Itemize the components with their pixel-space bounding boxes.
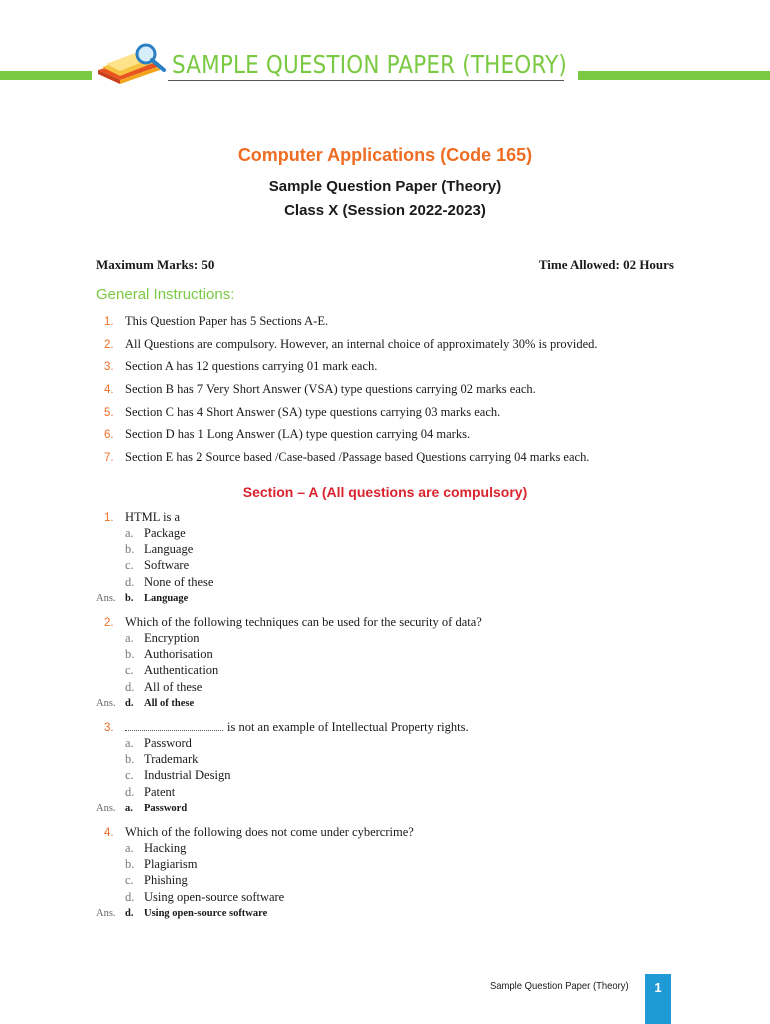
option bbox=[96, 680, 696, 696]
option-text: Authorisation bbox=[144, 647, 213, 662]
header-underline bbox=[168, 80, 564, 81]
question-text: HTML is a bbox=[125, 510, 181, 524]
option bbox=[96, 873, 696, 889]
question-stem bbox=[96, 720, 696, 736]
instruction-text: Section A has 12 questions carrying 01 mark each. bbox=[125, 359, 378, 374]
option-text: Patent bbox=[144, 784, 176, 799]
instruction-number: 4. bbox=[104, 384, 114, 397]
answer-label: Ans. bbox=[96, 907, 116, 919]
instruction-item bbox=[96, 382, 696, 405]
option-letter: b. bbox=[125, 857, 135, 872]
answer-text: Language bbox=[144, 592, 189, 604]
fill-in-blank bbox=[125, 722, 223, 731]
option-text: Software bbox=[144, 558, 190, 573]
instructions-list bbox=[96, 314, 696, 473]
option-text: Plagiarism bbox=[144, 857, 198, 872]
option-letter: c. bbox=[125, 873, 134, 888]
time-allowed: Time Allowed: 02 Hours bbox=[538, 257, 674, 272]
general-instructions-heading: General Instructions: bbox=[96, 286, 235, 303]
option-letter: c. bbox=[125, 663, 134, 678]
option bbox=[96, 736, 696, 752]
option bbox=[96, 857, 696, 873]
option-letter: b. bbox=[125, 752, 135, 767]
option-letter: d. bbox=[125, 679, 135, 694]
option bbox=[96, 768, 696, 784]
option-letter: c. bbox=[125, 768, 134, 783]
header-bar-right bbox=[578, 71, 770, 80]
option bbox=[96, 752, 696, 768]
option-text: Language bbox=[144, 542, 194, 557]
answer-letter: b. bbox=[125, 592, 134, 604]
instruction-number: 3. bbox=[104, 361, 114, 374]
answer bbox=[96, 803, 696, 817]
option bbox=[96, 526, 696, 542]
answer-text: All of these bbox=[144, 697, 195, 709]
instruction-number: 7. bbox=[104, 452, 114, 465]
instruction-number: 5. bbox=[104, 406, 114, 419]
option-letter: a. bbox=[125, 526, 134, 540]
question-3 bbox=[96, 720, 696, 817]
subject-title: Computer Applications (Code 165) bbox=[237, 145, 533, 165]
option-text: Industrial Design bbox=[144, 768, 231, 783]
option bbox=[96, 785, 696, 801]
question-number: 4. bbox=[104, 827, 114, 839]
option bbox=[96, 558, 696, 574]
answer-letter: d. bbox=[125, 697, 134, 709]
answer-label: Ans. bbox=[96, 697, 116, 709]
option-letter: c. bbox=[125, 558, 134, 573]
answer bbox=[96, 908, 696, 922]
instruction-number: 1. bbox=[104, 316, 114, 328]
option-letter: d. bbox=[125, 889, 135, 904]
option bbox=[96, 647, 696, 663]
option bbox=[96, 663, 696, 679]
instruction-number: 6. bbox=[104, 429, 114, 442]
book-magnifier-icon bbox=[94, 40, 170, 84]
instruction-number: 2. bbox=[104, 338, 114, 351]
option bbox=[96, 631, 696, 647]
option bbox=[96, 890, 696, 906]
option-letter: a. bbox=[125, 736, 134, 750]
instruction-text: All Questions are compulsory. However, an internal choice of approximately 30% is provided. bbox=[125, 336, 598, 351]
option bbox=[96, 841, 696, 857]
instruction-text: Section E has 2 Source based /Case-based /Passage based Questions carrying 04 marks each. bbox=[125, 450, 590, 465]
option-letter: d. bbox=[125, 784, 135, 799]
instruction-text: Section C has 4 Short Answer (SA) type questions carrying 03 marks each. bbox=[125, 404, 501, 419]
option-text: Phishing bbox=[144, 873, 188, 888]
option-text: Encryption bbox=[144, 631, 200, 645]
question-number: 3. bbox=[104, 722, 114, 734]
option-text: Using open-source software bbox=[144, 889, 285, 904]
instruction-item bbox=[96, 314, 696, 337]
instruction-item bbox=[96, 405, 696, 428]
instruction-text: Section B has 7 Very Short Answer (VSA) type questions carrying 02 marks each. bbox=[125, 382, 536, 397]
instruction-text: This Question Paper has 5 Sections A-E. bbox=[125, 314, 329, 328]
answer bbox=[96, 698, 696, 712]
instruction-item bbox=[96, 427, 696, 450]
footer-text: Sample Question Paper (Theory) bbox=[490, 980, 629, 992]
option-text: All of these bbox=[144, 679, 203, 694]
answer bbox=[96, 593, 696, 607]
question-text: Which of the following does not come under cybercrime? bbox=[125, 825, 414, 839]
answer-text: Password bbox=[144, 802, 188, 814]
question-stem bbox=[96, 825, 696, 841]
option-letter: d. bbox=[125, 574, 135, 589]
answer-label: Ans. bbox=[96, 802, 116, 814]
instruction-text: Section D has 1 Long Answer (LA) type question carrying 04 marks. bbox=[125, 427, 471, 442]
question-stem bbox=[96, 510, 696, 526]
question-number: 1. bbox=[104, 512, 114, 524]
option-text: Authentication bbox=[144, 663, 219, 678]
answer-letter: d. bbox=[125, 907, 134, 919]
option-letter: a. bbox=[125, 841, 134, 855]
question-text: is not an example of Intellectual Property rights. bbox=[227, 720, 469, 734]
answer-text: Using open-source software bbox=[144, 907, 268, 919]
option-text: Hacking bbox=[144, 841, 187, 855]
answer-letter: a. bbox=[125, 802, 133, 814]
marks-time-row bbox=[96, 257, 674, 273]
question-number: 2. bbox=[104, 617, 114, 629]
option-letter: b. bbox=[125, 542, 135, 557]
section-a-heading: Section – A (All questions are compulsory) bbox=[242, 484, 528, 500]
question-stem bbox=[96, 615, 696, 631]
option-letter: b. bbox=[125, 647, 135, 662]
question-2 bbox=[96, 615, 696, 712]
option-text: None of these bbox=[144, 574, 214, 589]
instruction-item bbox=[96, 450, 696, 473]
option-text: Password bbox=[144, 736, 192, 750]
answer-label: Ans. bbox=[96, 592, 116, 604]
option-text: Package bbox=[144, 526, 186, 540]
question-text: Which of the following techniques can be used for the security of data? bbox=[125, 615, 482, 629]
maximum-marks: Maximum Marks: 50 bbox=[96, 257, 215, 272]
question-4 bbox=[96, 825, 696, 922]
class-session: Class X (Session 2022-2023) bbox=[284, 202, 486, 219]
instruction-item bbox=[96, 359, 696, 382]
option bbox=[96, 575, 696, 591]
instruction-item bbox=[96, 337, 696, 360]
header-bar-left bbox=[0, 71, 92, 80]
page-number: 1 bbox=[645, 974, 671, 1024]
option-text: Trademark bbox=[144, 752, 199, 767]
question-1 bbox=[96, 510, 696, 607]
paper-title: Sample Question Paper (Theory) bbox=[268, 178, 502, 195]
option bbox=[96, 542, 696, 558]
option-letter: a. bbox=[125, 631, 134, 645]
header-title: SAMPLE QUESTION PAPER (THEORY) bbox=[172, 50, 567, 79]
